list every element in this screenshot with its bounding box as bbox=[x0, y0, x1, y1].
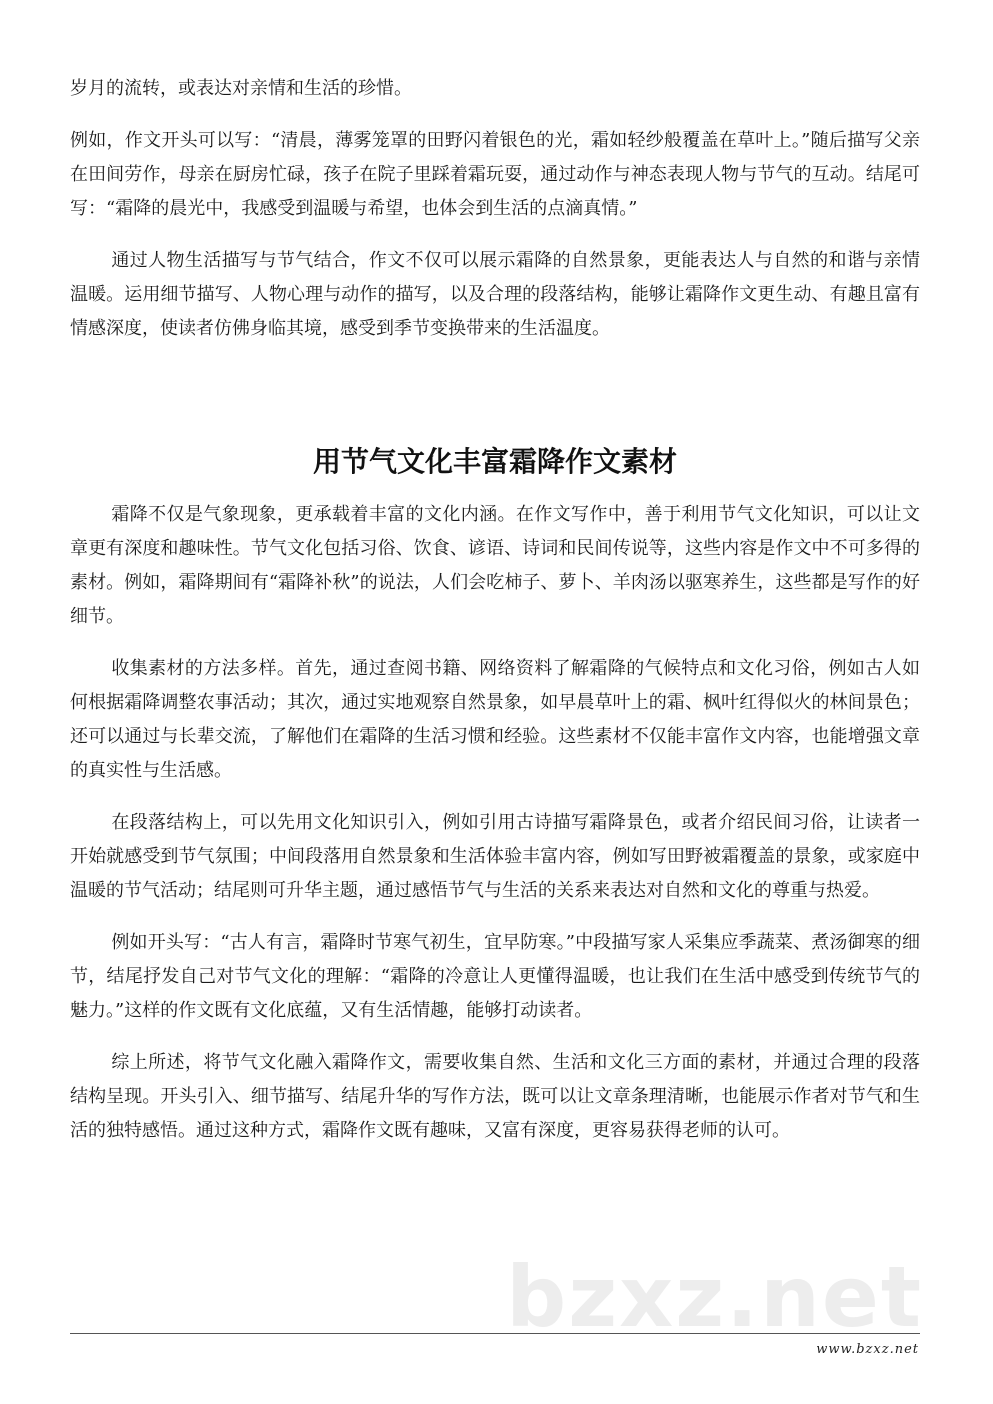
footer-divider bbox=[70, 1333, 920, 1334]
section-spacer bbox=[70, 364, 920, 442]
paragraph-example: 例如，作文开头可以写：“清晨，薄雾笼罩的田野闪着银色的光，霜如轻纱般覆盖在草叶上。”随后描写父亲在田间劳作，母亲在厨房忙碌，孩子在院子里踩着霜玩耍，通过动作与神态表现人物与节气的互动。结尾可写：“霜降的晨光中，我感受到温暖与希望，也体会到生活的点滴真情。” bbox=[70, 130, 920, 219]
section-title: 用节气文化丰富霜降作文素材 bbox=[312, 445, 677, 478]
footer-url[interactable]: www.bzxz.net bbox=[816, 1342, 919, 1357]
paragraph-continuation: 岁月的流转，或表达对亲情和生活的珍惜。 bbox=[70, 78, 412, 99]
document-page bbox=[70, 72, 920, 1166]
paragraph-material-collection: 收集素材的方法多样。首先，通过查阅书籍、网络资料了解霜降的气候特点和文化习俗，例如古人如何根据霜降调整农事活动；其次，通过实地观察自然景象，如早晨草叶上的霜、枫叶红得似火的林间景色；还可以通过与长辈交流，了解他们在霜降的生活习惯和经验。这些素材不仅能丰富作文内容，也能增强文章的真实性与生活感。 bbox=[70, 658, 920, 781]
paragraph-example-writing: 例如开头写：“古人有言，霜降时节寒气初生，宜早防寒。”中段描写家人采集应季蔬菜、煮汤御寒的细节，结尾抒发自己对节气文化的理解：“霜降的冷意让人更懂得温暖，也让我们在生活中感受到传统节气的魅力。”这样的作文既有文化底蕴，又有生活情趣，能够打动读者。 bbox=[70, 932, 920, 1021]
paragraph-conclusion: 综上所述，将节气文化融入霜降作文，需要收集自然、生活和文化三方面的素材，并通过合理的段落结构呈现。开头引入、细节描写、结尾升华的写作方法，既可以让文章条理清晰，也能展示作者对节气和生活的独特感悟。通过这种方式，霜降作文既有趣味，又富有深度，更容易获得老师的认可。 bbox=[70, 1052, 920, 1141]
paragraph-culture-intro: 霜降不仅是气象现象，更承载着丰富的文化内涵。在作文写作中，善于利用节气文化知识，可以让文章更有深度和趣味性。节气文化包括习俗、饮食、谚语、诗词和民间传说等，这些内容是作文中不可多得的素材。例如，霜降期间有“霜降补秋”的说法，人们会吃柿子、萝卜、羊肉汤以驱寒养生，这些都是写作的好细节。 bbox=[70, 504, 920, 627]
watermark-logo: bzxz.net bbox=[506, 1248, 923, 1346]
paragraph-summary: 通过人物生活描写与节气结合，作文不仅可以展示霜降的自然景象，更能表达人与自然的和谐与亲情温暖。运用细节描写、人物心理与动作的描写，以及合理的段落结构，能够让霜降作文更生动、有趣且富有情感深度，使读者仿佛身临其境，感受到季节变换带来的生活温度。 bbox=[70, 250, 920, 339]
paragraph-structure: 在段落结构上，可以先用文化知识引入，例如引用古诗描写霜降景色，或者介绍民间习俗，让读者一开始就感受到节气氛围；中间段落用自然景象和生活体验丰富内容，例如写田野被霜覆盖的景象，或家庭中温暖的节气活动；结尾则可升华主题，通过感悟节气与生活的关系来表达对自然和文化的尊重与热爱。 bbox=[70, 812, 920, 901]
